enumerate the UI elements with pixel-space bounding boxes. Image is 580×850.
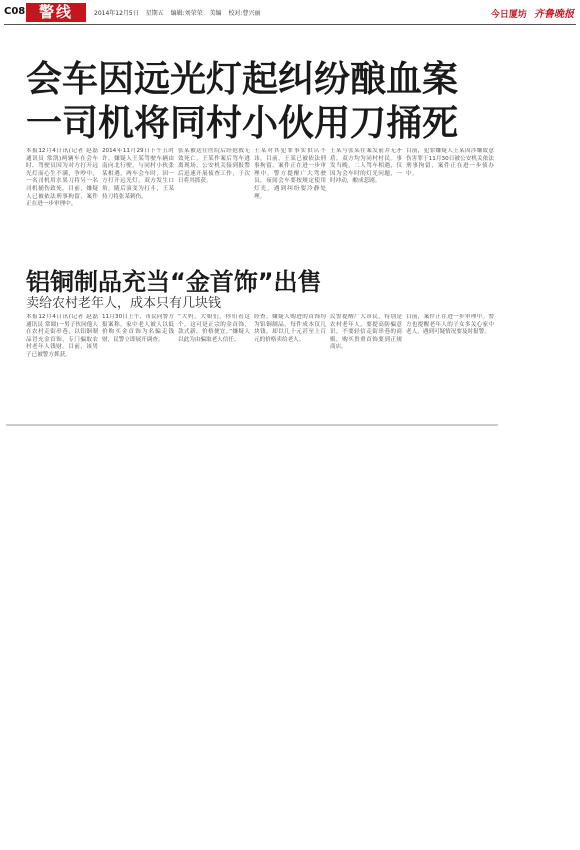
story2-column-6	[406, 314, 494, 420]
story2-column-5	[330, 314, 402, 420]
story2-column-text: 目前，案件正在进一步审理中。警方也提醒老年人的子女多关心家中老人，遇到可疑情况要及时报警。	[406, 314, 494, 336]
content-bottom-divider	[6, 424, 498, 426]
story2-column-4	[254, 314, 326, 420]
story2-column-1	[26, 314, 98, 420]
story1-column-text: 王某与张某在案发前并无矛盾，双方均为同村村民。事发当晚，二人驾车相遇，仅因为会车时的灯光问题，一时冲动，酿成悲剧。	[330, 148, 402, 185]
story2-column-text: 经查，嫌疑人购进的首饰均为铝铜制品，每件成本仅几块钱，却以几十元甚至上百元的价格卖给老人。	[254, 314, 326, 343]
newspaper-logo: 齐鲁晚报	[534, 9, 574, 20]
issue-date: 2014年12月5日	[94, 10, 139, 17]
story1-headline-line1: 会车因远光灯起纠纷酿血案	[26, 59, 459, 100]
issue-weekday: 星期五	[145, 10, 164, 17]
story2-column-text: 11月30日上午，市民向警方报案称，家中老人被人以低价购买金首饰为名骗走钱财，民警立即展开调查。	[102, 314, 174, 343]
designer-credit: 美编	[209, 10, 222, 17]
brand-label: 今日厦坊	[490, 10, 527, 20]
proofreader-credit: 校对:曹兴丽	[228, 10, 261, 17]
story1-column-1	[26, 148, 98, 256]
story2-column-2	[102, 314, 174, 420]
newspaper-brand	[491, 5, 574, 20]
story2-column-text: 本报12月4日讯(记者 赵磊 通讯员 常圆)一男子伙同他人在农村走街串巷，以铝铜制品冒充金首饰，专门骗取农村老年人钱财。目前，该男子已被警方抓获。	[26, 314, 98, 358]
story1-column-text: 2014年11月29日下午五时许，嫌疑人王某驾驶车辆由南向北行驶，与同村小伙张某相遇，两车会车时，因一方打开远光灯，双方发生口角，随后演变为打斗，王某持刀将张某刺伤。	[102, 148, 174, 200]
story2-headline: 铝铜制品充当“金首饰”出售	[26, 268, 322, 296]
story1-column-text: 目前，犯罪嫌疑人王某因涉嫌故意伤害罪于11月30日被公安机关依法刑事拘留，案件正在进一步侦办中。	[406, 148, 494, 177]
story1-column-6	[406, 148, 494, 256]
story2-column-3	[178, 314, 250, 420]
story2-subheadline: 卖给农村老年人，成本只有几块钱	[26, 296, 222, 311]
story1-column-3	[178, 148, 250, 256]
story2-column-text: 民警提醒广大市民，特别是农村老年人，要提高防骗意识，不要轻信走街串巷的商贩，购买贵重首饰要到正规商店。	[330, 314, 402, 351]
story1-column-text: 张某被送往医院后经抢救无效死亡。王某作案后驾车逃离现场，公安机关接到报警后迅速开展侦查工作，于次日将其抓获。	[178, 148, 250, 185]
page-header	[0, 0, 580, 26]
page-number: C08	[4, 6, 26, 17]
meta-row	[94, 8, 266, 17]
header-divider	[4, 24, 576, 25]
story2-column-text: “大妈，大娘们，你们看这个，这可是正宗的金首饰，款式新，价格便宜。”嫌疑人以此为由骗取老人信任。	[178, 314, 250, 343]
section-label: 警线	[26, 3, 86, 22]
story1-column-text: 本报12月4日讯(记者 赵磊 通讯员 常凯)两辆车在会车时，驾驶员因为对方打开远光灯而心生不满，争吵中，一名司机用水果刀将另一名司机捅伤致死。目前，嫌疑人已被依法刑事拘留，案件正在进一步审理中。	[26, 148, 98, 208]
story1-headline-line2: 一司机将同村小伙用刀捅死	[26, 103, 459, 144]
story1-column-text: 王某对其犯罪事实供认不讳，目前，王某已被依法刑事拘留，案件正在进一步审理中。警方提醒广大驾驶员，夜间会车要按规定使用灯光，遇到纠纷要冷静处理。	[254, 148, 326, 200]
story1-column-5	[330, 148, 402, 256]
story1-column-2	[102, 148, 174, 256]
editor-credit: 编辑:刘荣荣	[170, 10, 203, 17]
story1-column-4	[254, 148, 326, 256]
